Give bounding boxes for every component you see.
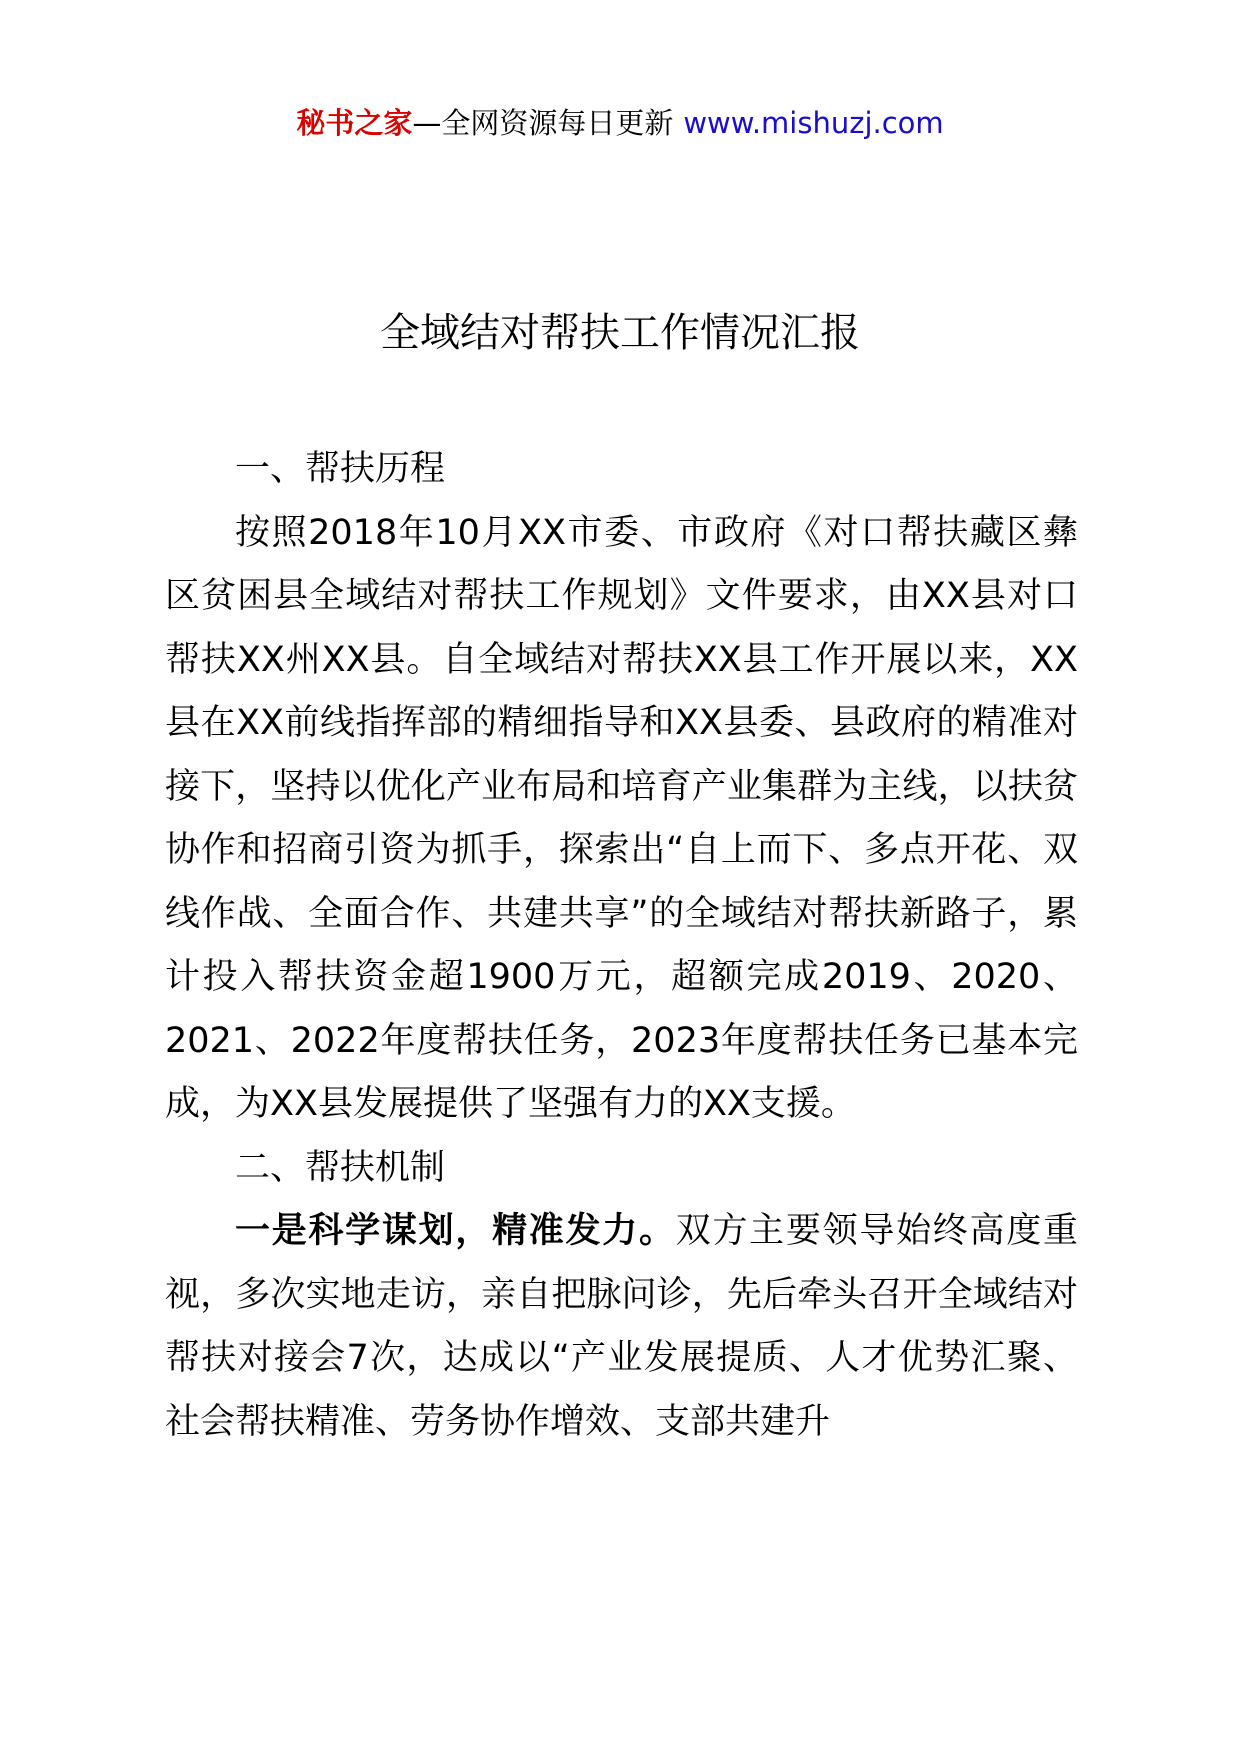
document-body (165, 438, 1078, 1454)
document-title: 全域结对帮扶工作情况汇报 (380, 310, 860, 356)
paragraph-lead: 一是科学谋划，精准发力。 (235, 1211, 676, 1251)
paragraph-mechanism-text: 双方主要领导始终高度重视，多次实地走访，亲自把脉问诊，先后牵头召开全域结对帮扶对接会7次，达成以“产业发展提质、人才优势汇聚、社会帮扶精准、劳务协作增效、支部共建升 (165, 1211, 1078, 1442)
paragraph-history: 按照2018年10月XX市委、市政府《对口帮扶藏区彝区贫困县全域结对帮扶工作规划》文件要求，由XX县对口帮扶XX州XX县。自全域结对帮扶XX县工作开展以来，XX县在XX前线指挥部的精细指导和XX县委、县政府的精准对接下，坚持以优化产业布局和培育产业集群为主线，以扶贫协作和招商引资为抓手，探索出“自上而下、多点开花、双线作战、全面合作、共建共享”的全域结对帮扶新路子，累计投入帮扶资金超1900万元，超额完成2019、2020、2021、2022年度帮扶任务，2023年度帮扶任务已基本完成，为XX县发展提供了坚强有力的XX支援。 (165, 512, 1078, 1124)
site-name: 秘书之家 (296, 106, 413, 140)
section-heading-mechanism: 二、帮扶机制 (235, 1147, 446, 1188)
site-header (0, 103, 1240, 143)
paragraph-mechanism (165, 1200, 1078, 1454)
site-tagline: —全网资源每日更新 (412, 106, 674, 140)
section-heading-history: 一、帮扶历程 (235, 449, 446, 489)
site-url-link[interactable]: www.mishuzj.com (683, 106, 944, 140)
